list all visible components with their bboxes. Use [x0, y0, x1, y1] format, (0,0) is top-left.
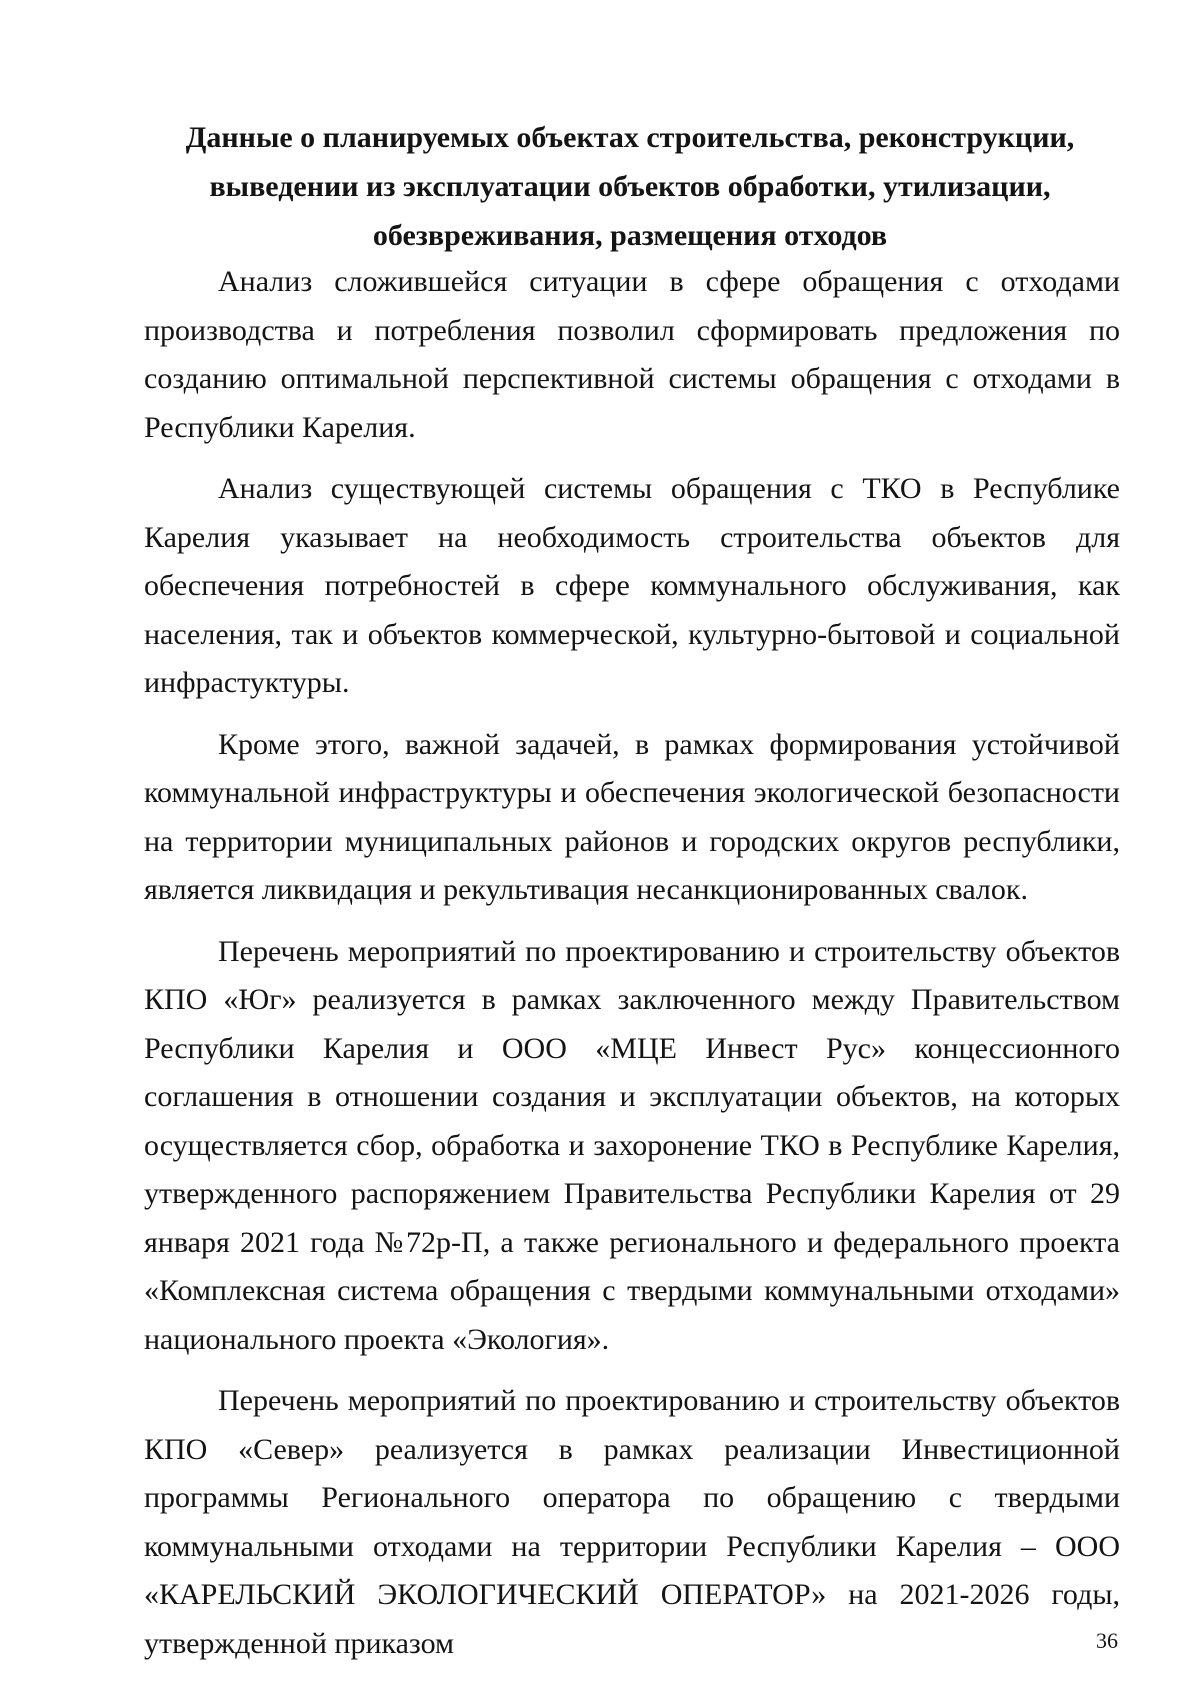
- section-heading: [140, 113, 1120, 260]
- paragraph-kpo-south: Перечень мероприятий по проектированию и строительству объектов КПО «Юг» реализуется в рамках заключенного между Правительством Республики Карелия и ООО «МЦЕ Инвест Рус» концессионного соглашения в отношении создания и эксплуатации объектов, на которых осуществляется сбор, обработка и захоронение ТКО в Республике Карелия, утвержденного распоряжением Правительства Республики Карелия от 29 января 2021 года №72р-П, а также регионального и федерального проекта «Комплексная система обращения с твердыми коммунальными отходами» национального проекта «Экология».: [144, 934, 1120, 1356]
- paragraph-kpo-north: Перечень мероприятий по проектированию и строительству объектов КПО «Север» реализуется в рамках реализации Инвестиционной программы Регионального оператора по обращению с твердыми коммунальными отходами на территории Республики Карелия – ООО «КАРЕЛЬСКИЙ ЭКОЛОГИЧЕСКИЙ ОПЕРАТОР» на 2021-2026 годы, утвержденной приказом: [144, 1384, 1120, 1660]
- body-text: [144, 258, 1120, 1668]
- paragraph-analysis: Анализ сложившейся ситуации в сфере обращения с отходами производства и потребления позволил сформировать предложения по созданию оптимальной перспективной системы обращения с отходами в Республики Карелия.: [144, 265, 1120, 444]
- page-number: 36: [1096, 1628, 1118, 1653]
- heading-line-1: Данные о планируемых объектах строительства, реконструкции,: [185, 121, 1075, 154]
- paragraph-landfills: Кроме этого, важной задачей, в рамках формирования устойчивой коммунальной инфраструктуры и обеспечения экологической безопасности на территории муниципальных районов и городских округов республики, является ликвидация и рекультивация несанкционированных свалок.: [144, 727, 1120, 906]
- heading-line-3: обезвреживания, размещения отходов: [372, 219, 888, 252]
- heading-line-2: выведении из эксплуатации объектов обработки, утилизации,: [209, 170, 1051, 203]
- paragraph-tko-system: Анализ существующей системы обращения с ТКО в Республике Карелия указывает на необходимость строительства объектов для обеспечения потребностей в сфере коммунального обслуживания, как населения, так и объектов коммерческой, культурно-бытовой и социальной инфрастуктуры.: [144, 472, 1120, 699]
